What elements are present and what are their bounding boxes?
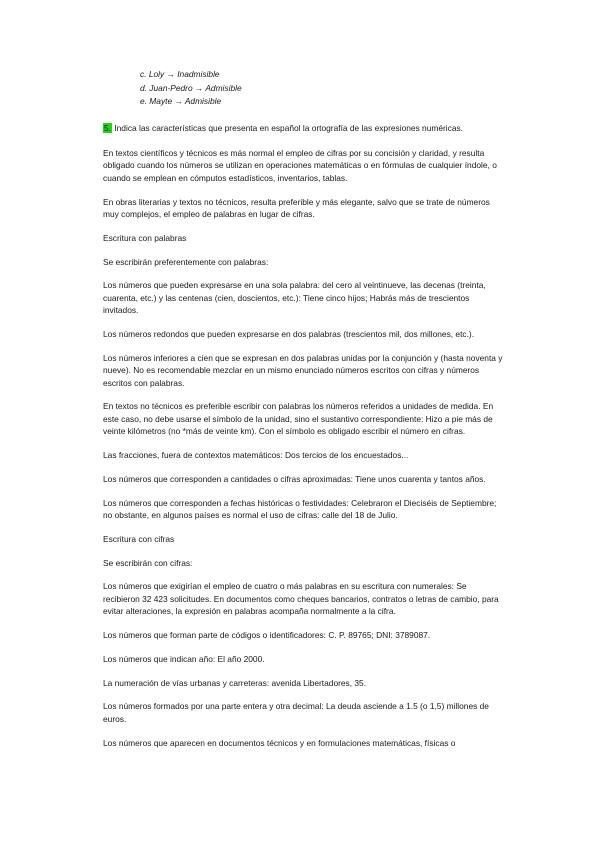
section-heading: Escritura con cifras: [103, 533, 175, 544]
paragraph: En textos científicos y técnicos es más normal el empleo de cifras por su concisión y claridad, y resulta obligado cuando los números se utilizan en operaciones matemáticas o en fórmulas de cualquier índole, o cuando se emplean en cómputos estadísticos, inventarios, tablas.: [103, 147, 497, 183]
paragraph: Los números que pueden expresarse en una sola palabra: del cero al veintinueve, las decenas (treinta, cuarenta, etc.) y las centenas (cien, doscientos, etc.): Tiene cinco hijos; Habrás más de trescientos invitados.: [103, 280, 486, 316]
paragraph: La numeración de vías urbanas y carreteras: avenida Libertadores, 35.: [103, 677, 367, 688]
paragraph: En obras literarias y textos no técnicos, resulta preferible y más elegante, salvo que se trate de números muy complejos, el empleo de palabras en lugar de cifras.: [103, 196, 490, 219]
paragraph: Las fracciones, fuera de contextos matemáticos: Dos tercios de los encuestados...: [103, 449, 409, 460]
paragraph: Los números que exigirían el empleo de cuatro o más palabras en su escritura con numerales: Se recibieron 32 423 solicitudes. En documentos como cheques bancarios, contratos o letras de cambio, para evitar alteraciones, la expresión en palabras acompaña normalmente a la cifra.: [103, 581, 499, 617]
question-number: 5.: [104, 122, 111, 133]
answer-option: d. Juan-Pedro → Admisible: [140, 82, 242, 93]
paragraph: En textos no técnicos es preferible escribir con palabras los números referidos a unidades de medida. En este caso, no debe usarse el símbolo de la unidad, sino el sustantivo correspondiente: Hizo a pie más de veinte kilómetros (no *más de veinte km). Con el símbolo es obligado escribir el número en cifras.: [103, 401, 494, 437]
section-heading: Escritura con palabras: [103, 232, 187, 243]
answer-option: e. Mayte → Admisible: [140, 96, 222, 106]
paragraph: Los números que corresponden a cantidades o cifras aproximadas: Tiene unos cuarenta y tantos años.: [103, 473, 486, 484]
answer-option: c. Loly → Inadmisible: [140, 69, 220, 79]
paragraph: Se escribirán con cifras:: [103, 557, 193, 568]
paragraph: Los números que aparecen en documentos técnicos y en formulaciones matemáticas, físicas o: [103, 737, 456, 748]
paragraph: Los números inferiores a cien que se expresan en dos palabras unidas por la conjunción y (hasta noventa y nueve). No es recomendable mezclar en un mismo enunciado números escritos con cifras y números escritos con palabras.: [103, 352, 503, 388]
paragraph: Los números formados por una parte entera y otra decimal: La deuda asciende a 1.5 (o 1,5) millones de euros.: [103, 701, 489, 724]
question-line: [103, 122, 504, 134]
question-text: Indica las características que presenta en español la ortografía de las expresiones numéricas.: [112, 122, 464, 133]
paragraph: Se escribirán preferentemente con palabras:: [103, 256, 269, 267]
paragraph: Los números redondos que pueden expresarse en dos palabras (trescientos mil, dos millones, etc.).: [103, 328, 475, 339]
paragraph: Los números que forman parte de códigos o identificadores: C. P. 89765; DNI: 3789087.: [103, 629, 431, 640]
paragraph: Los números que corresponden a fechas históricas o festividades: Celebraron el Dieciséis de Septiembre; no obstante, en algunos países es normal el uso de cifras: calle del 18 de Julio.: [103, 497, 497, 520]
paragraph: Los números que indican año: El año 2000.: [103, 653, 265, 664]
